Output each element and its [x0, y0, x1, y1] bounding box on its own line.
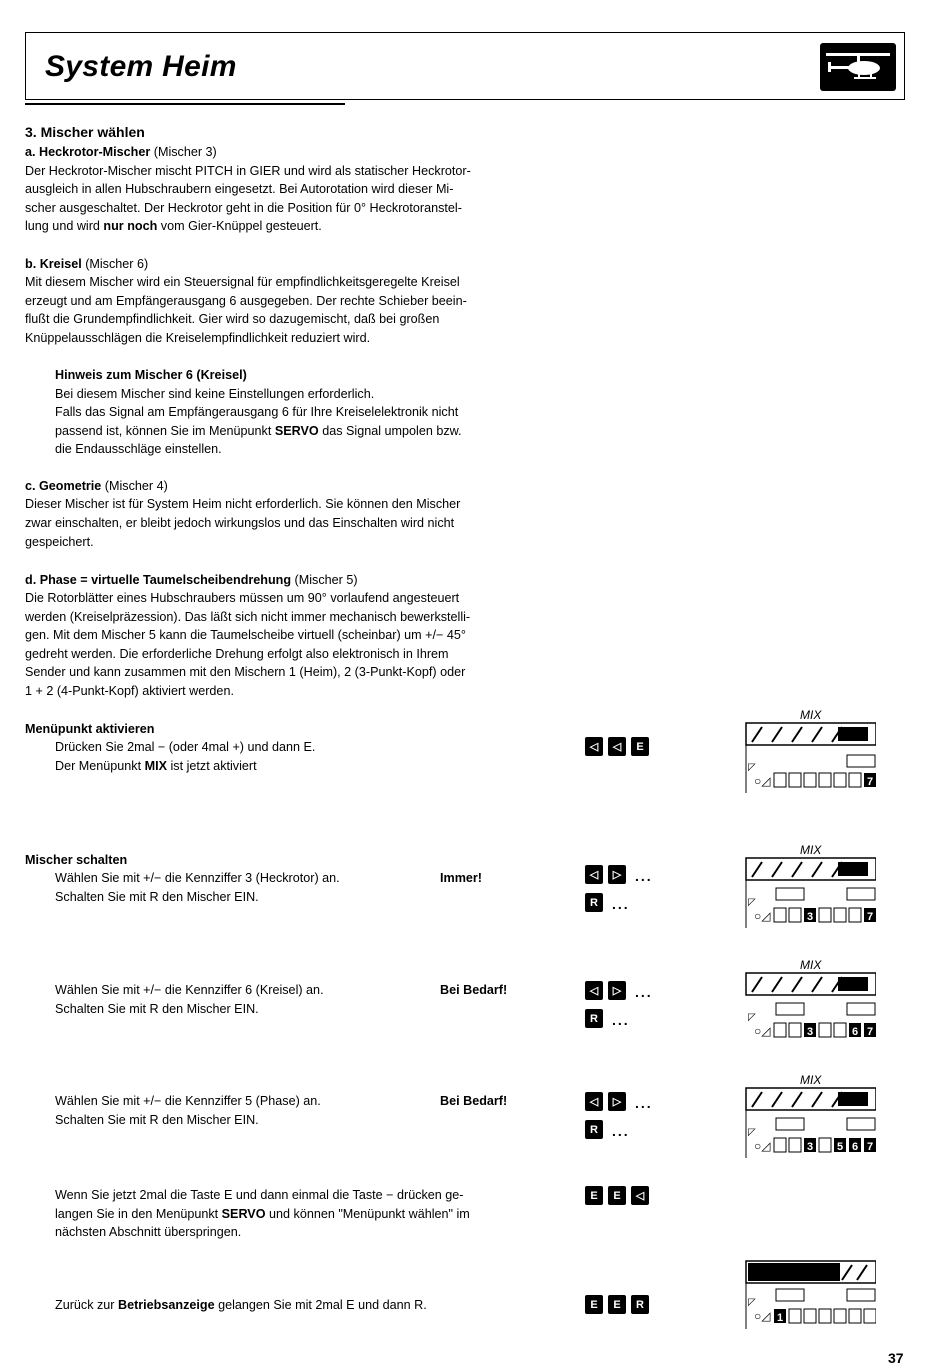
svg-text:○◿: ○◿	[754, 1309, 771, 1323]
r-key[interactable]: R	[585, 1120, 603, 1139]
hint-title: Hinweis zum Mischer 6 (Kreisel)	[55, 368, 247, 382]
hint-line: passend ist, können Sie im Menüpunkt SERVO das Signal umpolen bzw.	[55, 424, 462, 438]
ellipsis: ...	[635, 1095, 653, 1111]
subsection-a-title: a. Heckrotor-Mischer (Mischer 3)	[25, 145, 217, 159]
hint-line: Bei diesem Mischer sind keine Einstellungen erforderlich.	[55, 387, 375, 401]
step3-keys	[585, 1092, 653, 1111]
lcd-digit: 7	[867, 776, 874, 788]
activate-title: Menüpunkt aktivieren	[25, 722, 155, 736]
enter-key[interactable]: E	[631, 737, 649, 756]
step3-keys-r	[585, 1120, 630, 1139]
svg-text:◸: ◸	[748, 762, 756, 773]
ellipsis: ...	[635, 868, 653, 884]
svg-text:◸: ◸	[748, 1297, 756, 1308]
lcd-digit: 7	[867, 911, 874, 923]
paragraph-line: Die Rotorblätter eines Hubschraubers müssen um 90° vorlaufend angesteuert	[25, 591, 460, 605]
hint-line: die Endausschläge einstellen.	[55, 442, 222, 456]
enter-key[interactable]: E	[585, 1295, 603, 1314]
plus-key[interactable]: ▷	[608, 1092, 626, 1111]
paragraph-line: lung und wird nur noch vom Gier-Knüppel gesteuert.	[25, 219, 322, 233]
step1-keys-r	[585, 893, 630, 912]
paragraph-line: werden (Kreiselpräzession). Das läßt sich nicht immer mechanisch bewerkstelli-	[25, 610, 471, 624]
svg-text:○◿: ○◿	[754, 1139, 771, 1153]
activate-keys	[585, 737, 649, 756]
step1-keys	[585, 865, 653, 884]
minus-key[interactable]: ◁	[585, 981, 603, 1000]
back-keys	[585, 1295, 649, 1314]
lcd-display-mix	[742, 1070, 876, 1160]
lcd-digit: 3	[807, 1026, 814, 1038]
hint-line: Falls das Signal am Empfängerausgang 6 für Ihre Kreiselelektronik nicht	[55, 405, 459, 419]
section-heading: 3. Mischer wählen	[25, 124, 145, 140]
step2-keys-r	[585, 1009, 630, 1028]
lcd-label: MIX	[800, 1073, 822, 1087]
next-line: nächsten Abschnitt überspringen.	[55, 1225, 242, 1239]
activate-line: Drücken Sie 2mal − (oder 4mal +) und dann E.	[55, 740, 316, 754]
lcd-label: MIX	[800, 843, 822, 857]
subsection-c-title: c. Geometrie (Mischer 4)	[25, 479, 168, 493]
plus-key[interactable]: ▷	[608, 865, 626, 884]
minus-key[interactable]: ◁	[608, 737, 626, 756]
step-line: Schalten Sie mit R den Mischer EIN.	[55, 1002, 259, 1016]
paragraph-line: gedreht werden. Die erforderliche Drehung erfolgt also elektronisch in Ihrem	[25, 647, 449, 661]
svg-text:◸: ◸	[748, 1127, 756, 1138]
minus-key[interactable]: ◁	[585, 865, 603, 884]
paragraph-line: Sender und kann zusammen mit den Mischern 1 (Heim), 2 (3-Punkt-Kopf) oder	[25, 665, 466, 679]
step2-keys	[585, 981, 653, 1000]
step-note: Bei Bedarf!	[440, 1094, 508, 1108]
enter-key[interactable]: E	[585, 1186, 603, 1205]
svg-text:○◿: ○◿	[754, 909, 771, 923]
step-note: Bei Bedarf!	[440, 983, 508, 997]
paragraph-line: scher ausgeschaltet. Der Heckrotor geht in die Position für 0° Heckrotoranstel-	[25, 201, 462, 215]
lcd-digit: 1	[777, 1312, 784, 1324]
step-line: Schalten Sie mit R den Mischer EIN.	[55, 1113, 259, 1127]
lcd-display-mix	[742, 705, 876, 795]
lcd-digit: 7	[867, 1141, 874, 1153]
lcd-display-mix	[742, 840, 876, 930]
lcd-digit: 3	[807, 1141, 814, 1153]
svg-text:○◿: ○◿	[754, 1024, 771, 1038]
step-line: Wählen Sie mit +/− die Kennziffer 3 (Heckrotor) an.	[55, 871, 340, 885]
r-key[interactable]: R	[585, 893, 603, 912]
back-line: Zurück zur Betriebsanzeige gelangen Sie mit 2mal E und dann R.	[55, 1298, 427, 1312]
lcd-display-mix	[742, 955, 876, 1045]
svg-text:○◿: ○◿	[754, 774, 771, 788]
step-line: Wählen Sie mit +/− die Kennziffer 5 (Phase) an.	[55, 1094, 321, 1108]
enter-key[interactable]: E	[608, 1295, 626, 1314]
lcd-digit: 5	[837, 1141, 844, 1153]
page-number: 37	[888, 1350, 904, 1366]
next-keys	[585, 1186, 649, 1205]
r-key[interactable]: R	[631, 1295, 649, 1314]
paragraph-line: flußt die Grundempfindlichkeit. Gier wird so dazugemischt, daß bei großen	[25, 312, 440, 326]
helicopter-icon	[820, 43, 896, 91]
ellipsis: ...	[612, 1012, 630, 1028]
paragraph-line: ausgleich in allen Hubschraubern eingesetzt. Bei Autorotation wird dieser Mi-	[25, 182, 454, 196]
lcd-digit: 7	[867, 1026, 874, 1038]
ellipsis: ...	[612, 896, 630, 912]
paragraph-line: Dieser Mischer ist für System Heim nicht erforderlich. Sie können den Mischer	[25, 497, 461, 511]
r-key[interactable]: R	[585, 1009, 603, 1028]
minus-key[interactable]: ◁	[585, 1092, 603, 1111]
subsection-d-title: d. Phase = virtuelle Taumelscheibendrehung (Mischer 5)	[25, 573, 358, 587]
lcd-digit: 3	[807, 911, 814, 923]
ellipsis: ...	[612, 1123, 630, 1139]
header-rule	[25, 103, 345, 105]
lcd-label: MIX	[800, 708, 822, 722]
switch-title: Mischer schalten	[25, 853, 128, 867]
enter-key[interactable]: E	[608, 1186, 626, 1205]
lcd-digit: 6	[852, 1141, 859, 1153]
paragraph-line: erzeugt und am Empfängerausgang 6 ausgegeben. Der rechte Schieber beein-	[25, 294, 467, 308]
step-line: Wählen Sie mit +/− die Kennziffer 6 (Kreisel) an.	[55, 983, 324, 997]
svg-text:◸: ◸	[748, 897, 756, 908]
next-line: langen Sie in den Menüpunkt SERVO und können "Menüpunkt wählen" im	[55, 1207, 470, 1221]
lcd-digit: 6	[852, 1026, 859, 1038]
next-line: Wenn Sie jetzt 2mal die Taste E und dann einmal die Taste − drücken ge-	[55, 1188, 464, 1202]
paragraph-line: Knüppelausschlägen die Kreiselempfindlichkeit reduziert wird.	[25, 331, 371, 345]
activate-line: Der Menüpunkt MIX ist jetzt aktiviert	[55, 759, 257, 773]
svg-text:◸: ◸	[748, 1012, 756, 1023]
plus-key[interactable]: ▷	[608, 981, 626, 1000]
paragraph-line: 1 + 2 (4-Punkt-Kopf) aktiviert werden.	[25, 684, 234, 698]
minus-key[interactable]: ◁	[631, 1186, 649, 1205]
lcd-label: MIX	[800, 958, 822, 972]
paragraph-line: Mit diesem Mischer wird ein Steuersignal für empfindlichkeitsgeregelte Kreisel	[25, 275, 460, 289]
minus-key[interactable]: ◁	[585, 737, 603, 756]
step-note: Immer!	[440, 871, 482, 885]
paragraph-line: Der Heckrotor-Mischer mischt PITCH in GIER und wird als statischer Heckrotor-	[25, 164, 471, 178]
paragraph-line: gespeichert.	[25, 535, 94, 549]
subsection-b-title: b. Kreisel (Mischer 6)	[25, 257, 149, 271]
page-title: System Heim	[45, 50, 237, 83]
lcd-display-main	[742, 1253, 876, 1343]
ellipsis: ...	[635, 984, 653, 1000]
step-line: Schalten Sie mit R den Mischer EIN.	[55, 890, 259, 904]
paragraph-line: zwar einschalten, er bleibt jedoch wirkungslos und das Einschalten wird nicht	[25, 516, 455, 530]
paragraph-line: gen. Mit dem Mischer 5 kann die Taumelscheibe virtuell (scheinbar) um +/− 45°	[25, 628, 466, 642]
